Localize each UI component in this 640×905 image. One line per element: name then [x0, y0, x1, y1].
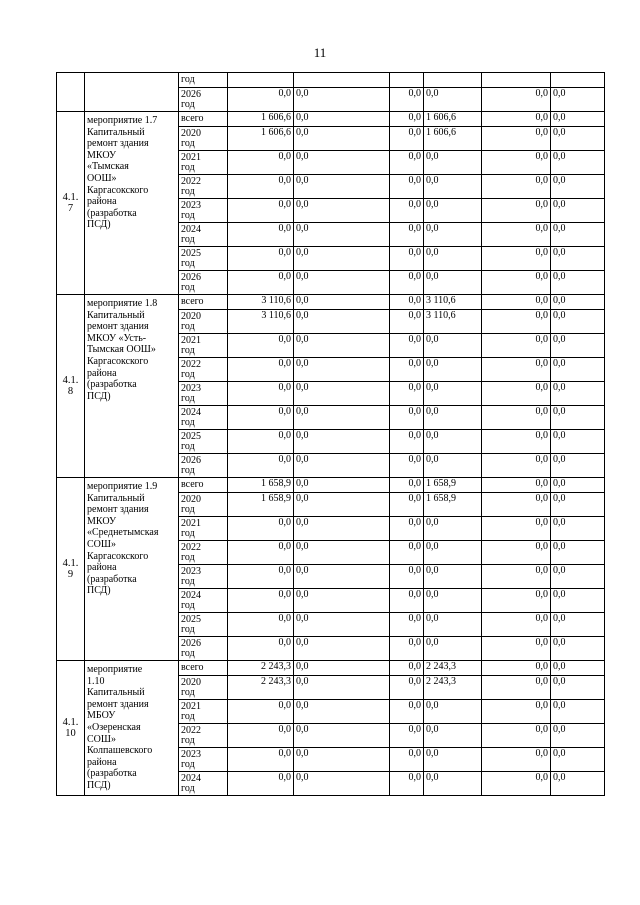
name-cell [85, 73, 179, 112]
cell-value-6: 0,0 [551, 310, 605, 334]
item-number: 4.1. 10 [57, 661, 85, 796]
cell-value-1: 3 110,6 [228, 310, 294, 334]
cell-value-3: 0,0 [390, 772, 424, 796]
cell-value-6: 0,0 [551, 223, 605, 247]
cell-value-4: 0,0 [424, 541, 482, 565]
year-cell: 2023 год [179, 748, 228, 772]
cell-value-2: 0,0 [294, 700, 390, 724]
cell-value-2: 0,0 [294, 295, 390, 310]
cell-value-3: 0,0 [390, 478, 424, 493]
cell-value-6: 0,0 [551, 661, 605, 676]
cell-value-4: 0,0 [424, 430, 482, 454]
cell-value-5: 0,0 [482, 223, 551, 247]
cell-value-6: 0,0 [551, 613, 605, 637]
cell-value-4: 0,0 [424, 247, 482, 271]
cell-value-4: 0,0 [424, 271, 482, 295]
cell-value-2: 0,0 [294, 151, 390, 175]
cell-value-5: 0,0 [482, 127, 551, 151]
cell-value-5: 0,0 [482, 151, 551, 175]
cell-value-1: 0,0 [228, 517, 294, 541]
cell-value-1: 1 606,6 [228, 127, 294, 151]
year-cell: всего [179, 112, 228, 127]
cell-value-3: 0,0 [390, 676, 424, 700]
cell-value-5 [482, 73, 551, 88]
cell-value-2: 0,0 [294, 661, 390, 676]
cell-value-4: 1 658,9 [424, 478, 482, 493]
cell-value-1: 0,0 [228, 772, 294, 796]
year-cell: 2026 год [179, 637, 228, 661]
budget-table [56, 72, 605, 796]
cell-value-2: 0,0 [294, 493, 390, 517]
cell-value-2: 0,0 [294, 613, 390, 637]
year-cell: 2026 год [179, 454, 228, 478]
cell-value-2: 0,0 [294, 247, 390, 271]
cell-value-2: 0,0 [294, 541, 390, 565]
cell-value-4: 0,0 [424, 517, 482, 541]
cell-value-1: 0,0 [228, 613, 294, 637]
cell-value-5: 0,0 [482, 541, 551, 565]
item-number: 4.1. 7 [57, 112, 85, 295]
year-cell: 2022 год [179, 175, 228, 199]
cell-value-2: 0,0 [294, 478, 390, 493]
cell-value-1: 0,0 [228, 565, 294, 589]
cell-value-6: 0,0 [551, 358, 605, 382]
cell-value-3: 0,0 [390, 112, 424, 127]
item-name: мероприятие 1.8 Капитальный ремонт здания МКОУ «Усть- Тымская ООШ» Каргасокского района (разработка ПСД) [85, 295, 179, 478]
cell-value-3: 0,0 [390, 334, 424, 358]
cell-value-3: 0,0 [390, 454, 424, 478]
cell-value-5: 0,0 [482, 772, 551, 796]
cell-value-4: 0,0 [424, 382, 482, 406]
cell-value-4: 0,0 [424, 589, 482, 613]
cell-value-5: 0,0 [482, 295, 551, 310]
cell-value-1: 0,0 [228, 334, 294, 358]
cell-value-6: 0,0 [551, 271, 605, 295]
cell-value-1: 0,0 [228, 358, 294, 382]
year-cell: 2023 год [179, 565, 228, 589]
cell-value-5: 0,0 [482, 112, 551, 127]
cell-value-5: 0,0 [482, 517, 551, 541]
cell-value-6: 0,0 [551, 175, 605, 199]
cell-value-3: 0,0 [390, 358, 424, 382]
cell-value-1: 1 658,9 [228, 478, 294, 493]
cell-value-1 [228, 73, 294, 88]
cell-value-6: 0,0 [551, 127, 605, 151]
cell-value-5: 0,0 [482, 661, 551, 676]
year-cell: 2024 год [179, 772, 228, 796]
cell-value-2: 0,0 [294, 748, 390, 772]
cell-value-4: 0,0 [424, 88, 482, 112]
year-cell: 2025 год [179, 430, 228, 454]
cell-value-5: 0,0 [482, 271, 551, 295]
cell-value-3: 0,0 [390, 127, 424, 151]
cell-value-3: 0,0 [390, 199, 424, 223]
year-cell: всего [179, 295, 228, 310]
cell-value-5: 0,0 [482, 589, 551, 613]
cell-value-3: 0,0 [390, 724, 424, 748]
cell-value-5: 0,0 [482, 406, 551, 430]
cell-value-5: 0,0 [482, 88, 551, 112]
cell-value-6: 0,0 [551, 637, 605, 661]
cell-value-1: 0,0 [228, 541, 294, 565]
cell-value-3: 0,0 [390, 151, 424, 175]
cell-value-5: 0,0 [482, 199, 551, 223]
cell-value-5: 0,0 [482, 613, 551, 637]
year-cell: 2020 год [179, 310, 228, 334]
cell-value-6: 0,0 [551, 247, 605, 271]
cell-value-2: 0,0 [294, 772, 390, 796]
cell-value-4: 0,0 [424, 637, 482, 661]
cell-value-4: 0,0 [424, 565, 482, 589]
cell-value-6: 0,0 [551, 406, 605, 430]
cell-value-1: 0,0 [228, 454, 294, 478]
year-cell: 2021 год [179, 517, 228, 541]
cell-value-2: 0,0 [294, 517, 390, 541]
cell-value-6 [551, 73, 605, 88]
cell-value-4: 3 110,6 [424, 295, 482, 310]
cell-value-6: 0,0 [551, 334, 605, 358]
cell-value-1: 0,0 [228, 199, 294, 223]
year-cell: 2020 год [179, 127, 228, 151]
cell-value-1: 0,0 [228, 271, 294, 295]
cell-value-2: 0,0 [294, 310, 390, 334]
cell-value-4: 1 606,6 [424, 112, 482, 127]
cell-value-3: 0,0 [390, 382, 424, 406]
table-row [57, 295, 605, 310]
cell-value-2: 0,0 [294, 382, 390, 406]
cell-value-4: 0,0 [424, 199, 482, 223]
cell-value-4: 0,0 [424, 334, 482, 358]
cell-value-2: 0,0 [294, 565, 390, 589]
cell-value-6: 0,0 [551, 454, 605, 478]
cell-value-4: 0,0 [424, 358, 482, 382]
cell-value-3: 0,0 [390, 493, 424, 517]
cell-value-1: 0,0 [228, 430, 294, 454]
cell-value-3: 0,0 [390, 565, 424, 589]
cell-value-1: 2 243,3 [228, 676, 294, 700]
cell-value-3: 0,0 [390, 406, 424, 430]
item-name: мероприятие 1.9 Капитальный ремонт здания МКОУ «Среднетымская СОШ» Каргасокского района (разработка ПСД) [85, 478, 179, 661]
year-cell: 2021 год [179, 151, 228, 175]
cell-value-3: 0,0 [390, 430, 424, 454]
cell-value-2: 0,0 [294, 223, 390, 247]
year-cell: 2026 год [179, 88, 228, 112]
cell-value-5: 0,0 [482, 430, 551, 454]
cell-value-4: 0,0 [424, 700, 482, 724]
cell-value-3: 0,0 [390, 700, 424, 724]
cell-value-1: 0,0 [228, 700, 294, 724]
cell-value-6: 0,0 [551, 724, 605, 748]
cell-value-5: 0,0 [482, 382, 551, 406]
year-cell: 2020 год [179, 676, 228, 700]
cell-value-6: 0,0 [551, 430, 605, 454]
year-cell: 2023 год [179, 199, 228, 223]
cell-value-6: 0,0 [551, 478, 605, 493]
table-row [57, 661, 605, 676]
cell-value-6: 0,0 [551, 151, 605, 175]
cell-value-2: 0,0 [294, 589, 390, 613]
item-number: 4.1. 9 [57, 478, 85, 661]
cell-value-2: 0,0 [294, 676, 390, 700]
cell-value-1: 0,0 [228, 382, 294, 406]
year-cell: всего [179, 661, 228, 676]
cell-value-5: 0,0 [482, 637, 551, 661]
cell-value-3: 0,0 [390, 613, 424, 637]
cell-value-5: 0,0 [482, 334, 551, 358]
year-cell: 2021 год [179, 334, 228, 358]
cell-value-2: 0,0 [294, 430, 390, 454]
page-number: 11 [313, 45, 327, 60]
cell-value-5: 0,0 [482, 676, 551, 700]
cell-value-1: 0,0 [228, 247, 294, 271]
item-name: мероприятие 1.10 Капитальный ремонт здания МБОУ «Озеренская СОШ» Колпашевского района (разработка ПСД) [85, 661, 179, 796]
cell-value-4: 0,0 [424, 151, 482, 175]
cell-value-2: 0,0 [294, 406, 390, 430]
cell-value-4: 2 243,3 [424, 661, 482, 676]
year-cell: 2026 год [179, 271, 228, 295]
cell-value-6: 0,0 [551, 382, 605, 406]
cell-value-4: 0,0 [424, 223, 482, 247]
year-cell: 2025 год [179, 613, 228, 637]
cell-value-1: 0,0 [228, 223, 294, 247]
cell-value-5: 0,0 [482, 175, 551, 199]
cell-value-4: 2 243,3 [424, 676, 482, 700]
cell-value-6: 0,0 [551, 565, 605, 589]
cell-value-6: 0,0 [551, 541, 605, 565]
cell-value-1: 0,0 [228, 151, 294, 175]
cell-value-5: 0,0 [482, 700, 551, 724]
cell-value-5: 0,0 [482, 493, 551, 517]
item-name: мероприятие 1.7 Капитальный ремонт здания МКОУ «Тымская ООШ» Каргасокского района (разработка ПСД) [85, 112, 179, 295]
cell-value-2: 0,0 [294, 724, 390, 748]
year-cell: 2023 год [179, 382, 228, 406]
year-cell: 2024 год [179, 406, 228, 430]
cell-value-5: 0,0 [482, 310, 551, 334]
year-cell: всего [179, 478, 228, 493]
cell-value-3: 0,0 [390, 271, 424, 295]
cell-value-3: 0,0 [390, 589, 424, 613]
cell-value-1: 1 606,6 [228, 112, 294, 127]
year-cell: 2024 год [179, 589, 228, 613]
cell-value-2: 0,0 [294, 271, 390, 295]
cell-value-3: 0,0 [390, 541, 424, 565]
year-cell: 2020 год [179, 493, 228, 517]
cell-value-4: 3 110,6 [424, 310, 482, 334]
cell-value-6: 0,0 [551, 589, 605, 613]
year-cell: год [179, 73, 228, 88]
item-number: 4.1. 8 [57, 295, 85, 478]
cell-value-4: 1 658,9 [424, 493, 482, 517]
cell-value-5: 0,0 [482, 478, 551, 493]
cell-value-5: 0,0 [482, 748, 551, 772]
cell-value-2: 0,0 [294, 334, 390, 358]
year-cell: 2025 год [179, 247, 228, 271]
cell-value-4: 0,0 [424, 454, 482, 478]
cell-value-2: 0,0 [294, 358, 390, 382]
cell-value-3: 0,0 [390, 247, 424, 271]
year-cell: 2024 год [179, 223, 228, 247]
cell-value-5: 0,0 [482, 565, 551, 589]
cell-value-3: 0,0 [390, 223, 424, 247]
cell-value-5: 0,0 [482, 724, 551, 748]
cell-value-4: 0,0 [424, 724, 482, 748]
cell-value-2: 0,0 [294, 454, 390, 478]
cell-value-1: 1 658,9 [228, 493, 294, 517]
cell-value-5: 0,0 [482, 358, 551, 382]
cell-value-4: 0,0 [424, 406, 482, 430]
cell-value-1: 3 110,6 [228, 295, 294, 310]
table-row [57, 478, 605, 493]
table-row [57, 73, 605, 88]
cell-value-1: 0,0 [228, 748, 294, 772]
cell-value-6: 0,0 [551, 295, 605, 310]
cell-value-6: 0,0 [551, 772, 605, 796]
cell-value-2: 0,0 [294, 199, 390, 223]
cell-value-2 [294, 73, 390, 88]
cell-value-3: 0,0 [390, 175, 424, 199]
cell-value-4: 0,0 [424, 613, 482, 637]
year-cell: 2022 год [179, 358, 228, 382]
cell-value-4: 0,0 [424, 748, 482, 772]
cell-value-2: 0,0 [294, 127, 390, 151]
cell-value-4: 0,0 [424, 772, 482, 796]
cell-value-6: 0,0 [551, 676, 605, 700]
cell-value-3: 0,0 [390, 295, 424, 310]
cell-value-6: 0,0 [551, 199, 605, 223]
cell-value-6: 0,0 [551, 112, 605, 127]
cell-value-2: 0,0 [294, 637, 390, 661]
cell-value-1: 0,0 [228, 724, 294, 748]
cell-value-6: 0,0 [551, 88, 605, 112]
cell-value-3: 0,0 [390, 748, 424, 772]
cell-value-6: 0,0 [551, 517, 605, 541]
cell-value-2: 0,0 [294, 88, 390, 112]
cell-value-1: 0,0 [228, 88, 294, 112]
cell-value-6: 0,0 [551, 700, 605, 724]
cell-value-3: 0,0 [390, 88, 424, 112]
year-cell: 2022 год [179, 724, 228, 748]
year-cell: 2022 год [179, 541, 228, 565]
year-cell: 2021 год [179, 700, 228, 724]
cell-value-5: 0,0 [482, 247, 551, 271]
cell-value-3: 0,0 [390, 661, 424, 676]
cell-value-4 [424, 73, 482, 88]
cell-value-3: 0,0 [390, 310, 424, 334]
cell-value-1: 0,0 [228, 175, 294, 199]
cell-value-1: 0,0 [228, 637, 294, 661]
cell-value-1: 0,0 [228, 406, 294, 430]
num-cell [57, 73, 85, 112]
cell-value-1: 2 243,3 [228, 661, 294, 676]
cell-value-5: 0,0 [482, 454, 551, 478]
cell-value-2: 0,0 [294, 175, 390, 199]
cell-value-1: 0,0 [228, 589, 294, 613]
table-row [57, 112, 605, 127]
cell-value-3: 0,0 [390, 637, 424, 661]
cell-value-3: 0,0 [390, 517, 424, 541]
cell-value-3 [390, 73, 424, 88]
cell-value-6: 0,0 [551, 748, 605, 772]
cell-value-4: 1 606,6 [424, 127, 482, 151]
cell-value-2: 0,0 [294, 112, 390, 127]
cell-value-6: 0,0 [551, 493, 605, 517]
cell-value-4: 0,0 [424, 175, 482, 199]
